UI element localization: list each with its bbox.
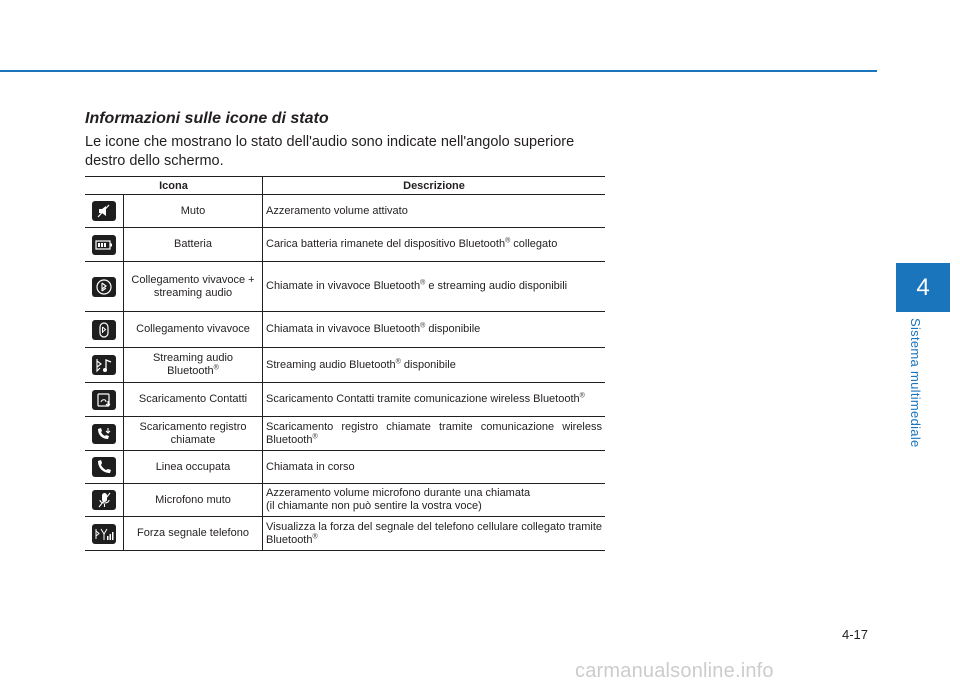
- call-log-download-icon: [92, 424, 116, 444]
- status-name: Scaricamento Contatti: [124, 383, 263, 417]
- line-busy-icon: [92, 457, 116, 477]
- status-name: Streaming audio Bluetooth®: [124, 348, 263, 383]
- status-name: Scaricamento registro chiamate: [124, 417, 263, 451]
- table-row: [85, 228, 605, 262]
- table-row: [85, 195, 605, 228]
- battery-icon: [92, 235, 116, 255]
- status-description: Chiamate in vivavoce Bluetooth® e streaming audio disponibili: [263, 262, 606, 312]
- contacts-download-icon: [92, 390, 116, 410]
- mic-mute-icon: [92, 490, 116, 510]
- watermark: carmanualsonline.info: [575, 660, 774, 682]
- table-row: [85, 348, 605, 383]
- status-name: Linea occupata: [124, 451, 263, 484]
- table-row: [85, 262, 605, 312]
- table-row: [85, 451, 605, 484]
- status-description: Scaricamento registro chiamate tramite comunicazione wireless Bluetooth®: [263, 417, 606, 451]
- page-title: Informazioni sulle icone di stato: [85, 110, 329, 127]
- table-row: [85, 312, 605, 348]
- status-description: Visualizza la forza del segnale del telefono cellulare collegato tramite Bluetooth®: [263, 517, 606, 551]
- section-tab: 4: [896, 263, 950, 312]
- status-description: Azzeramento volume attivato: [263, 195, 606, 228]
- status-description: Scaricamento Contatti tramite comunicazione wireless Bluetooth®: [263, 383, 606, 417]
- status-description: Carica batteria rimanete del dispositivo Bluetooth® collegato: [263, 228, 606, 262]
- status-description: Chiamata in vivavoce Bluetooth® disponibile: [263, 312, 606, 348]
- status-name: Collegamento vivavoce + streaming audio: [124, 262, 263, 312]
- status-icon-table: [85, 176, 605, 551]
- intro-paragraph: Le icone che mostrano lo stato dell'audio sono indicate nell'angolo superiore destro dello schermo.: [85, 134, 575, 169]
- table-row: [85, 517, 605, 551]
- status-description: Chiamata in corso: [263, 451, 606, 484]
- table-row: [85, 383, 605, 417]
- signal-strength-icon: [92, 524, 116, 544]
- table-row: [85, 484, 605, 517]
- status-description: Streaming audio Bluetooth® disponibile: [263, 348, 606, 383]
- bluetooth-streaming-icon: [92, 355, 116, 375]
- header-rule: [0, 70, 877, 72]
- mute-icon: [92, 201, 116, 221]
- status-name: Collegamento vivavoce: [124, 312, 263, 348]
- column-header-icon: Icona: [85, 177, 263, 195]
- status-name: Microfono muto: [124, 484, 263, 517]
- status-name: Muto: [124, 195, 263, 228]
- status-name: Forza segnale telefono: [124, 517, 263, 551]
- column-header-description: Descrizione: [263, 177, 606, 195]
- status-description: Azzeramento volume microfono durante una chiamata (il chiamante non può sentire la vostra voce): [263, 484, 606, 517]
- status-name: Batteria: [124, 228, 263, 262]
- handsfree-streaming-icon: [92, 277, 116, 297]
- handsfree-icon: [92, 320, 116, 340]
- table-row: [85, 417, 605, 451]
- page-number: 4-17: [842, 627, 869, 642]
- section-title: Sistema multimediale: [908, 318, 923, 448]
